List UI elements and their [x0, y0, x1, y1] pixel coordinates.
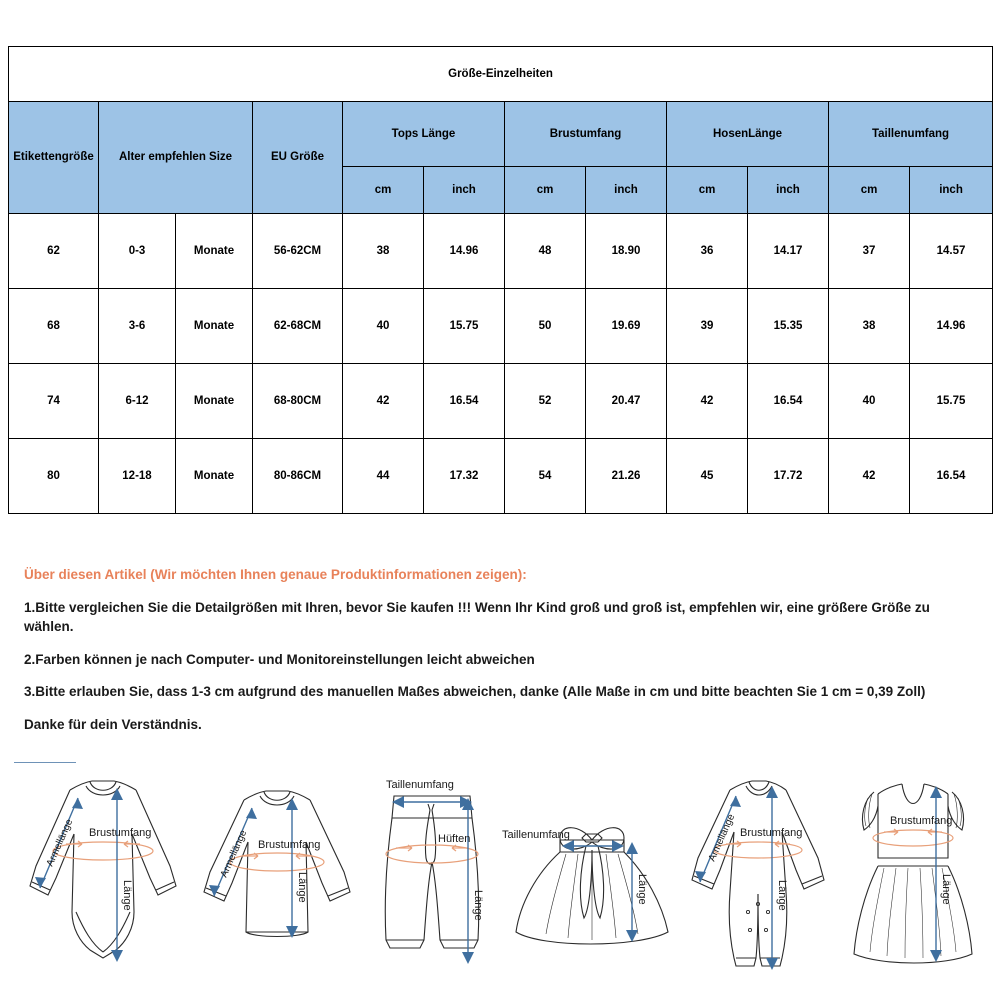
illustration-long-sleeve-top: [192, 762, 362, 972]
note-line-1: 1.Bitte vergleichen Sie die Detailgrößen mit Ihren, bevor Sie kaufen !!! Wenn Ihr Kind groß und groß ist, empfehlen wir, eine größere Größe zu wählen.: [24, 599, 930, 635]
cell-label-size: 80: [9, 439, 99, 514]
header-taillenumfang: Taillenumfang: [829, 102, 993, 167]
cell-tops-inch: 17.32: [424, 439, 505, 514]
cell-tops-cm: 38: [343, 214, 424, 289]
label-armellaenge: Armellänge: [218, 828, 250, 880]
cell-chest-cm: 52: [505, 364, 586, 439]
header-tops-laenge: Tops Länge: [343, 102, 505, 167]
header-pants-cm: cm: [667, 167, 748, 214]
label-brustumfang: Brustumfang: [258, 839, 321, 851]
table-title-row: [9, 47, 993, 102]
cell-chest-cm: 50: [505, 289, 586, 364]
label-laenge: Länge: [776, 880, 788, 911]
cell-eu-size: 68-80CM: [253, 364, 343, 439]
cell-waist-inch: 14.96: [910, 289, 993, 364]
cell-waist-inch: 15.75: [910, 364, 993, 439]
cell-pants-inch: 16.54: [748, 364, 829, 439]
note-line-4: Danke für dein Verständnis.: [24, 716, 202, 732]
cell-pants-cm: 39: [667, 289, 748, 364]
cell-age-unit: Monate: [176, 289, 253, 364]
cell-chest-inch: 21.26: [586, 439, 667, 514]
cell-age: 6-12: [99, 364, 176, 439]
cell-pants-inch: 17.72: [748, 439, 829, 514]
label-armellaenge: Armellänge: [706, 812, 738, 864]
cell-eu-size: 80-86CM: [253, 439, 343, 514]
header-hosenlaenge: HosenLänge: [667, 102, 829, 167]
size-details-table-container: [8, 46, 992, 514]
illustration-footed-romper: [678, 762, 838, 984]
header-etikettengroesse: Etikettengröße: [9, 102, 99, 214]
label-laenge: Länge: [636, 874, 648, 905]
label-brustumfang: Brustumfang: [890, 815, 953, 827]
header-waist-cm: cm: [829, 167, 910, 214]
cell-tops-inch: 15.75: [424, 289, 505, 364]
illustration-bodysuit: [14, 762, 192, 972]
header-tops-cm: cm: [343, 167, 424, 214]
cell-age-unit: Monate: [176, 439, 253, 514]
cell-age: 12-18: [99, 439, 176, 514]
size-details-table: [8, 46, 993, 514]
garment-illustrations-row: [0, 762, 1000, 1000]
cell-tops-cm: 44: [343, 439, 424, 514]
cell-chest-inch: 20.47: [586, 364, 667, 439]
cell-age-unit: Monate: [176, 214, 253, 289]
illustration-dress: [838, 762, 988, 980]
cell-pants-cm: 45: [667, 439, 748, 514]
label-armellaenge: Armellänge: [44, 817, 76, 869]
table-row: [9, 289, 993, 364]
cell-pants-inch: 15.35: [748, 289, 829, 364]
cell-pants-inch: 14.17: [748, 214, 829, 289]
label-hueften: Hüften: [438, 833, 471, 845]
cell-age: 0-3: [99, 214, 176, 289]
header-chest-inch: inch: [586, 167, 667, 214]
header-waist-inch: inch: [910, 167, 993, 214]
illustration-pants: [362, 762, 502, 982]
cell-chest-cm: 48: [505, 214, 586, 289]
illustration-tutu-skirt: [502, 762, 678, 972]
cell-tops-inch: 16.54: [424, 364, 505, 439]
header-brustumfang: Brustumfang: [505, 102, 667, 167]
cell-waist-cm: 42: [829, 439, 910, 514]
label-brustumfang: Brustumfang: [740, 827, 803, 839]
cell-eu-size: 56-62CM: [253, 214, 343, 289]
cell-chest-cm: 54: [505, 439, 586, 514]
table-row: [9, 214, 993, 289]
note-line-3: 3.Bitte erlauben Sie, dass 1-3 cm aufgrund des manuellen Maßes abweichen, danke (Alle Maße in cm und bitte beachten Sie 1 cm = 0,39 Zoll): [24, 684, 926, 700]
label-laenge: Länge: [296, 872, 308, 903]
cell-chest-inch: 18.90: [586, 214, 667, 289]
notes-heading: Über diesen Artikel (Wir möchten Ihnen genaue Produktinformationen zeigen):: [24, 567, 527, 582]
table-row: [9, 364, 993, 439]
label-taillenumfang: Taillenumfang: [386, 779, 454, 791]
cell-label-size: 68: [9, 289, 99, 364]
table-row: [9, 439, 993, 514]
cell-tops-cm: 40: [343, 289, 424, 364]
header-eu-groesse: EU Größe: [253, 102, 343, 214]
header-tops-inch: inch: [424, 167, 505, 214]
cell-pants-cm: 36: [667, 214, 748, 289]
cell-waist-inch: 14.57: [910, 214, 993, 289]
cell-age: 3-6: [99, 289, 176, 364]
cell-tops-inch: 14.96: [424, 214, 505, 289]
cell-tops-cm: 42: [343, 364, 424, 439]
table-title: Größe-Einzelheiten: [9, 47, 993, 102]
table-header-row-group: [9, 102, 993, 167]
cell-chest-inch: 19.69: [586, 289, 667, 364]
label-laenge: Länge: [121, 880, 133, 911]
note-line-2: 2.Farben können je nach Computer- und Monitoreinstellungen leicht abweichen: [24, 651, 535, 667]
cell-eu-size: 62-68CM: [253, 289, 343, 364]
label-brustumfang: Brustumfang: [89, 827, 152, 839]
cell-waist-cm: 40: [829, 364, 910, 439]
label-laenge: Länge: [940, 874, 952, 905]
header-chest-cm: cm: [505, 167, 586, 214]
cell-waist-inch: 16.54: [910, 439, 993, 514]
cell-waist-cm: 37: [829, 214, 910, 289]
header-alter-empfehlen-size: Alter empfehlen Size: [99, 102, 253, 214]
product-notes-section: [24, 566, 976, 747]
cell-waist-cm: 38: [829, 289, 910, 364]
label-laenge: Länge: [472, 890, 484, 921]
cell-label-size: 74: [9, 364, 99, 439]
cell-age-unit: Monate: [176, 364, 253, 439]
header-pants-inch: inch: [748, 167, 829, 214]
cell-pants-cm: 42: [667, 364, 748, 439]
cell-label-size: 62: [9, 214, 99, 289]
label-taillenumfang: Taillenumfang: [502, 829, 570, 841]
